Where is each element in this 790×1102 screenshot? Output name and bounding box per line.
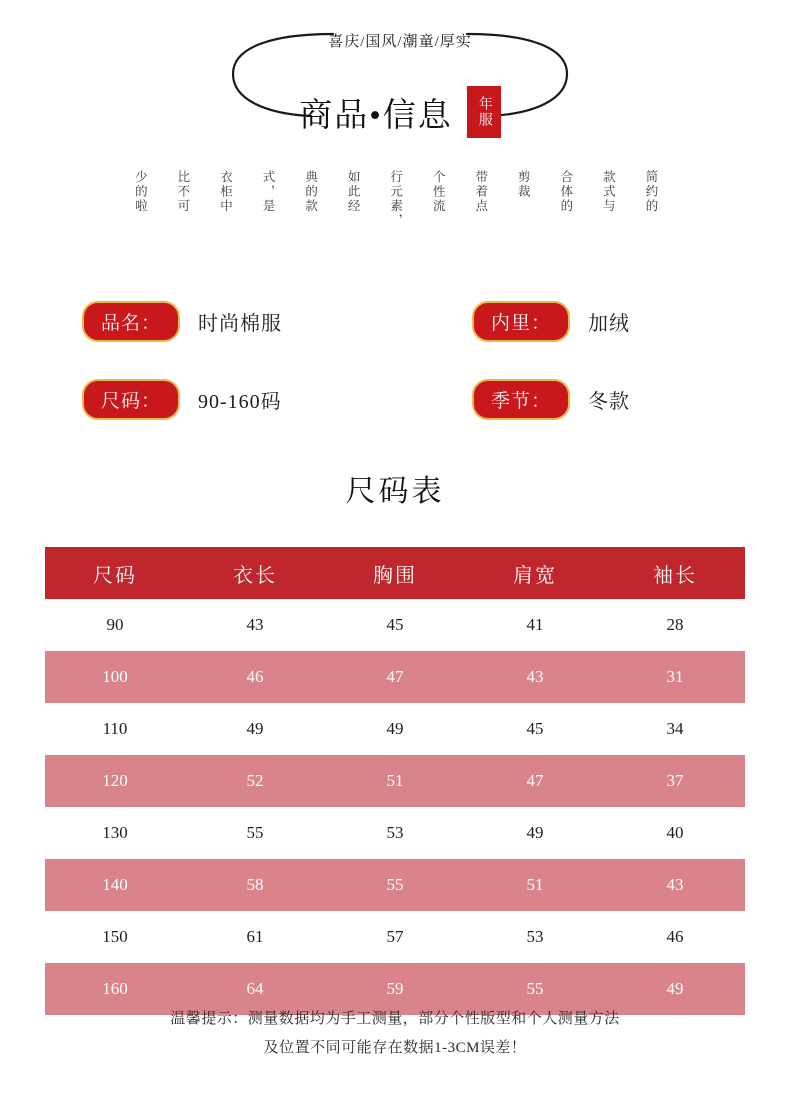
- attribute-label-pill: 内里：: [472, 301, 570, 342]
- vertical-text-column: 少的啦: [133, 170, 148, 214]
- table-column-header: 尺码: [45, 547, 185, 599]
- table-cell: 120: [45, 755, 185, 807]
- attribute-label-pill: 品名：: [82, 301, 180, 342]
- table-cell: 34: [605, 703, 745, 755]
- table-column-header: 胸围: [325, 547, 465, 599]
- vertical-text-column: 行元素，: [388, 170, 403, 228]
- table-cell: 100: [45, 651, 185, 703]
- header-tagline-text: 喜庆/国风/潮童/厚实: [328, 34, 472, 50]
- attribute-item-name: [82, 301, 472, 342]
- table-cell: 90: [45, 599, 185, 651]
- table-cell: 41: [465, 599, 605, 651]
- vertical-text-column: 式，是: [261, 170, 276, 214]
- table-column-header: 袖长: [605, 547, 745, 599]
- table-cell: 47: [465, 755, 605, 807]
- vertical-text-column: 如此经: [346, 170, 361, 214]
- note-line: 及位置不同可能存在数据1-3CM误差！: [263, 1040, 527, 1057]
- table-row: [45, 651, 745, 703]
- table-cell: 43: [605, 859, 745, 911]
- table-cell: 53: [325, 807, 465, 859]
- attribute-item-lining: [472, 301, 630, 342]
- table-cell: 51: [325, 755, 465, 807]
- table-cell: 49: [465, 807, 605, 859]
- vertical-text-column: 剪裁: [516, 170, 531, 199]
- table-cell: 110: [45, 703, 185, 755]
- table-cell: 59: [325, 963, 465, 1015]
- vertical-text-column: 简约的: [643, 170, 658, 214]
- attribute-item-season: [472, 379, 630, 420]
- vertical-text-column: 衣柜中: [218, 170, 233, 214]
- table-cell: 46: [185, 651, 325, 703]
- table-row: [45, 703, 745, 755]
- measurement-notes: [0, 1005, 790, 1064]
- table-cell: 45: [325, 599, 465, 651]
- attribute-label-pill: 季节：: [472, 379, 570, 420]
- table-cell: 49: [325, 703, 465, 755]
- attribute-value: 冬款: [588, 390, 631, 413]
- attribute-label-pill: 尺码：: [82, 379, 180, 420]
- attribute-row: [0, 282, 790, 360]
- table-cell: 140: [45, 859, 185, 911]
- page-title: 商品•信息: [299, 97, 453, 134]
- attribute-value: 加绒: [588, 312, 631, 335]
- seal-stamp-badge: 年服: [467, 86, 501, 138]
- vertical-text-column: 个性流: [431, 170, 446, 214]
- size-chart-table: [45, 547, 745, 1015]
- header-tagline: [215, 30, 585, 51]
- table-cell: 40: [605, 807, 745, 859]
- table-column-header: 肩宽: [465, 547, 605, 599]
- vertical-text-column: 比不可: [175, 170, 190, 214]
- table-cell: 43: [465, 651, 605, 703]
- table-row: [45, 911, 745, 963]
- attribute-value: 时尚棉服: [198, 312, 283, 335]
- product-attributes: [0, 282, 790, 438]
- page-header: [0, 0, 790, 160]
- table-cell: 64: [185, 963, 325, 1015]
- table-cell: 57: [325, 911, 465, 963]
- vertical-text-column: 款式与: [601, 170, 616, 214]
- attribute-row: [0, 360, 790, 438]
- table-header-row: [45, 547, 745, 599]
- table-cell: 46: [605, 911, 745, 963]
- size-chart-title: 尺码表: [345, 475, 445, 508]
- table-cell: 130: [45, 807, 185, 859]
- vertical-text-block: [130, 170, 660, 250]
- vertical-text-column: 带着点: [473, 170, 488, 214]
- table-cell: 55: [185, 807, 325, 859]
- note-line: 温馨提示：测量数据均为手工测量，部分个性版型和个人测量方法: [170, 1011, 620, 1027]
- table-cell: 160: [45, 963, 185, 1015]
- table-column-header: 衣长: [185, 547, 325, 599]
- table-cell: 150: [45, 911, 185, 963]
- table-cell: 31: [605, 651, 745, 703]
- table-cell: 43: [185, 599, 325, 651]
- table-cell: 45: [465, 703, 605, 755]
- table-row: [45, 859, 745, 911]
- attribute-item-size: [82, 379, 472, 420]
- table-cell: 55: [325, 859, 465, 911]
- table-row: [45, 755, 745, 807]
- size-chart-table-wrap: [45, 547, 745, 1015]
- table-cell: 53: [465, 911, 605, 963]
- vertical-text-column: 合体的: [558, 170, 573, 214]
- table-cell: 28: [605, 599, 745, 651]
- table-cell: 52: [185, 755, 325, 807]
- table-cell: 55: [465, 963, 605, 1015]
- table-cell: 51: [465, 859, 605, 911]
- table-cell: 58: [185, 859, 325, 911]
- table-cell: 37: [605, 755, 745, 807]
- table-cell: 49: [185, 703, 325, 755]
- header-title-row: [215, 86, 585, 138]
- table-cell: 47: [325, 651, 465, 703]
- table-cell: 49: [605, 963, 745, 1015]
- attribute-value: 90-160码: [198, 390, 282, 413]
- table-row: [45, 807, 745, 859]
- table-cell: 61: [185, 911, 325, 963]
- table-row: [45, 599, 745, 651]
- vertical-text-column: 典的款: [303, 170, 318, 214]
